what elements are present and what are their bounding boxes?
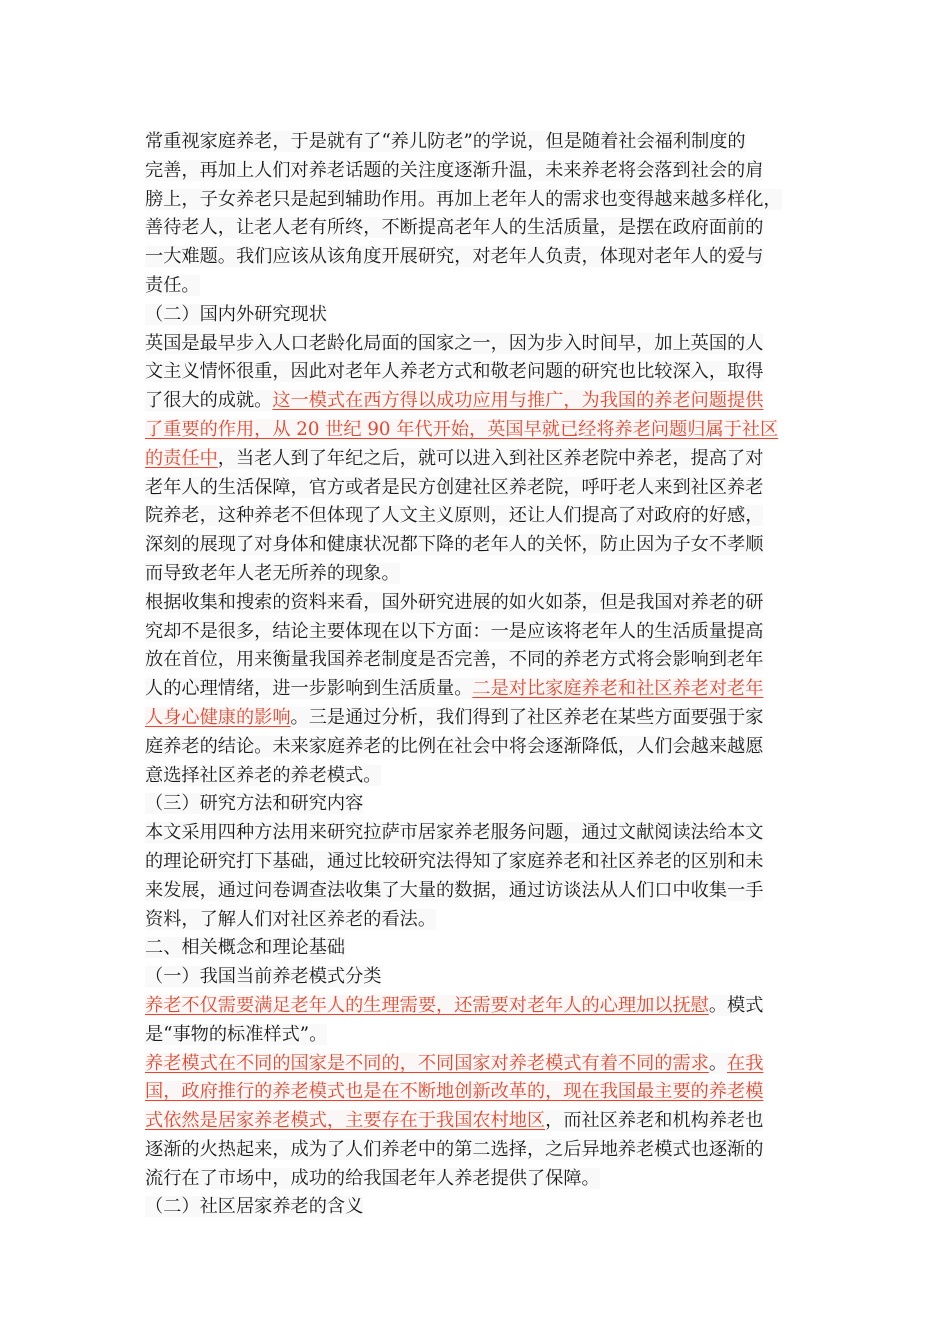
body-text: 人的心理情绪，进一步影响到生活质量。 [145,678,473,700]
text-line [145,819,820,848]
highlighted-text: 的责任中 [145,447,218,469]
body-text: 的理论研究打下基础，通过比较研究法得知了家庭养老和社区养老的区别和未 [145,850,764,872]
text-line [145,243,820,272]
highlighted-text: 国，政府推行的养老模式也是在不断地创新改革的，现在我国最主要的养老模 [145,1081,764,1103]
highlighted-text: 在我 [727,1052,764,1074]
text-line [145,877,820,906]
highlighted-text: 了重要的作用，从 20 世纪 90 年代开始，英国早就已经将养老问题归属于社区 [145,418,779,440]
text-line [145,330,820,359]
text-line [145,934,820,963]
highlighted-text: 人身心健康的影响 [145,706,291,728]
text-line [145,1078,820,1107]
text-line [145,531,820,560]
body-text: （二）社区居家养老的含义 [145,1196,364,1218]
text-line [145,848,820,877]
body-text: （一）我国当前养老模式分类 [145,966,382,988]
text-line [145,906,820,935]
text-line [145,589,820,618]
body-text: 完善，再加上人们对养老话题的关注度逐渐升温，未来养老将会落到社会的肩 [145,159,764,181]
text-line [145,502,820,531]
body-text: 责任。 [145,274,200,296]
body-text: 而导致老年人老无所养的现象。 [145,562,400,584]
body-text: 院养老，这种养老不但体现了人文主义原则，还让人们提高了对政府的好感， [145,505,764,527]
body-text: 意选择社区养老的养老模式。 [145,764,382,786]
text-line [145,675,820,704]
text-line [145,646,820,675]
highlighted-text: 养老不仅需要满足老年人的生理需要，还需要对老年人的心理加以抚慰 [145,994,709,1016]
text-line [145,445,820,474]
body-text: 善待老人，让老人老有所终，不断提高老年人的生活质量，是摆在政府面前的 [145,217,764,239]
text-line [145,618,820,647]
body-text: 。 [708,1052,728,1074]
body-text: 膀上，子女养老只是起到辅助作用。再加上老年人的需求也变得越来越多样化， [145,188,782,210]
text-line [145,1193,820,1222]
text-line [145,963,820,992]
body-text: 了很大的成就。 [145,390,273,412]
body-text: （二）国内外研究现状 [145,303,327,325]
text-line [145,1165,820,1194]
highlighted-text: 养老模式在不同的国家是不同的，不同国家对养老模式有着不同的需求 [145,1052,709,1074]
body-text: 流行在了市场中，成功的给我国老年人养老提供了保障。 [145,1167,600,1189]
text-line [145,1107,820,1136]
body-text: 庭养老的结论。未来家庭养老的比例在社会中将会逐渐降低，人们会越来越愿 [145,735,764,757]
text-line [145,214,820,243]
body-text: 一大难题。我们应该从该角度开展研究，对老年人负责，体现对老年人的爱与 [145,246,764,268]
body-text: 是“事物的标准样式”。 [145,1023,328,1045]
body-text: 深刻的展现了对身体和健康状况都下降的老年人的关怀，防止因为子女不孝顺 [145,534,764,556]
highlighted-text: 这一模式在西方得以成功应用与推广，为我国的养老问题提供 [272,390,764,412]
body-text: 究却不是很多，结论主要体现在以下方面：一是应该将老年人的生活质量提高 [145,620,764,642]
text-line [145,733,820,762]
body-text: 。模式 [708,994,764,1016]
text-line [145,416,820,445]
body-text: ，而社区养老和机构养老也 [545,1110,764,1132]
body-text: 老年人的生活保障，官方或者是民方创建社区养老院，呼吁老人来到社区养老 [145,476,764,498]
body-text: （三）研究方法和研究内容 [145,793,364,815]
body-text: 逐渐的火热起来，成为了人们养老中的第二选择，之后异地养老模式也逐渐的 [145,1138,764,1160]
body-text: 来发展，通过问卷调查法收集了大量的数据，通过访谈法从人们口中收集一手 [145,879,764,901]
body-text: 资料，了解人们对社区养老的看法。 [145,908,437,930]
text-line [145,272,820,301]
text-line [145,474,820,503]
text-line [145,157,820,186]
text-line [145,560,820,589]
text-line [145,1050,820,1079]
text-line [145,762,820,791]
text-line [145,128,820,157]
highlighted-text: 二是对比家庭养老和社区养老对老年 [472,678,764,700]
text-line [145,301,820,330]
body-text: 根据收集和搜索的资料来看，国外研究进展的如火如荼，但是我国对养老的研 [145,591,764,613]
body-text: 本文采用四种方法用来研究拉萨市居家养老服务问题，通过文献阅读法给本文 [145,822,764,844]
text-line [145,186,820,215]
text-line [145,704,820,733]
text-line [145,790,820,819]
text-line [145,1021,820,1050]
text-line [145,992,820,1021]
body-text: 放在首位，用来衡量我国养老制度是否完善，不同的养老方式将会影响到老年 [145,649,764,671]
body-text: 文主义情怀很重，因此对老年人养老方式和敬老问题的研究也比较深入，取得 [145,361,764,383]
body-text: 英国是最早步入人口老龄化局面的国家之一，因为步入时间早，加上英国的人 [145,332,764,354]
text-line [145,358,820,387]
body-text: ，当老人到了年纪之后，就可以进入到社区养老院中养老，提高了对 [217,447,764,469]
text-line [145,387,820,416]
body-text: 二、相关概念和理论基础 [145,937,346,959]
highlighted-text: 式依然是居家养老模式，主要存在于我国农村地区 [145,1110,546,1132]
body-text: 。三是通过分析，我们得到了社区养老在某些方面要强于家 [290,706,764,728]
body-text: 常重视家庭养老，于是就有了“养儿防老”的学说，但是随着社会福利制度的 [145,131,746,152]
text-line [145,1136,820,1165]
document-body [145,128,820,1222]
